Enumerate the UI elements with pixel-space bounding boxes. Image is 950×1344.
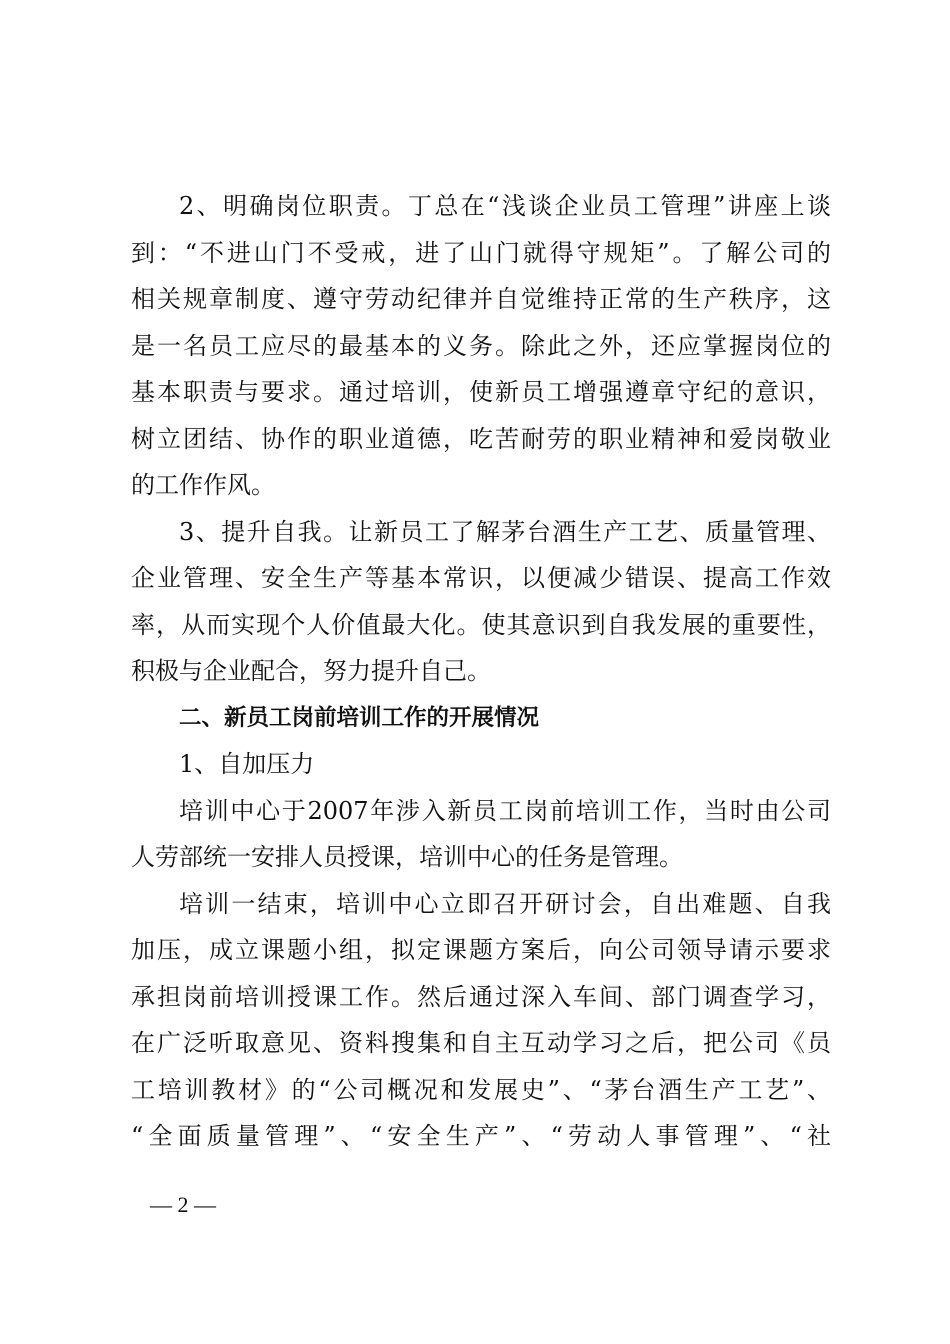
text-line: 率，从而实现个人价值最大化。使其意识到自我发展的重要性， <box>131 610 831 639</box>
text-line: 3、提升自我。让新员工了解茅台酒生产工艺、质量管理、 <box>179 517 831 546</box>
text-line: 加压，成立课题小组，拟定课题方案后，向公司领导请示要求 <box>131 936 831 964</box>
text-line: 树立团结、协作的职业道德，吃苦耐劳的职业精神和爱岗敬业 <box>131 424 831 453</box>
page-number: — 2 — <box>150 1192 216 1217</box>
section-heading: 二、新员工岗前培训工作的开展情况 <box>179 704 540 731</box>
text-line: “全面质量管理”、“安全生产”、“劳动人事管理”、“社 <box>131 1122 831 1150</box>
text-line: 工培训教材》的“公司概况和发展史”、“茅台酒生产工艺”、 <box>131 1075 831 1104</box>
document-body <box>131 183 831 1160</box>
text-line: 相关规章制度、遵守劳动纪律并自觉维持正常的生产秩序，这 <box>131 285 831 313</box>
text-line: 培训一结束，培训中心立即召开研讨会，自出难题、自我 <box>179 889 831 918</box>
text-line: 培训中心于2007年涉入新员工岗前培训工作，当时由公司 <box>179 796 831 825</box>
text-line: 2、明确岗位职责。丁总在“浅谈企业员工管理”讲座上谈 <box>179 192 831 220</box>
text-line: 的工作作风。 <box>131 471 275 499</box>
text-line: 基本职责与要求。通过培训，使新员工增强遵章守纪的意识， <box>131 378 831 406</box>
text-line: 到：“不进山门不受戒，进了山门就得守规矩”。了解公司的 <box>131 238 831 267</box>
text-line: 承担岗前培训授课工作。然后通过深入车间、部门调查学习， <box>131 982 831 1011</box>
text-line: 在广泛听取意见、资料搜集和自主互动学习之后，把公司《员 <box>131 1029 831 1057</box>
text-line: 是一名员工应尽的最基本的义务。除此之外，还应掌握岗位的 <box>131 331 831 360</box>
text-line: 企业管理、安全生产等基本常识，以便减少错误、提高工作效 <box>131 564 831 592</box>
subheading: 1、自加压力 <box>179 750 315 778</box>
paragraph-training-center <box>131 788 831 881</box>
paragraph-seminar <box>131 881 831 1160</box>
paragraph-self-improvement <box>131 509 831 695</box>
text-line: 人劳部统一安排人员授课，培训中心的任务是管理。 <box>131 843 683 871</box>
text-line: 积极与企业配合，努力提升自己。 <box>131 657 491 685</box>
paragraph-job-duties <box>131 183 831 509</box>
